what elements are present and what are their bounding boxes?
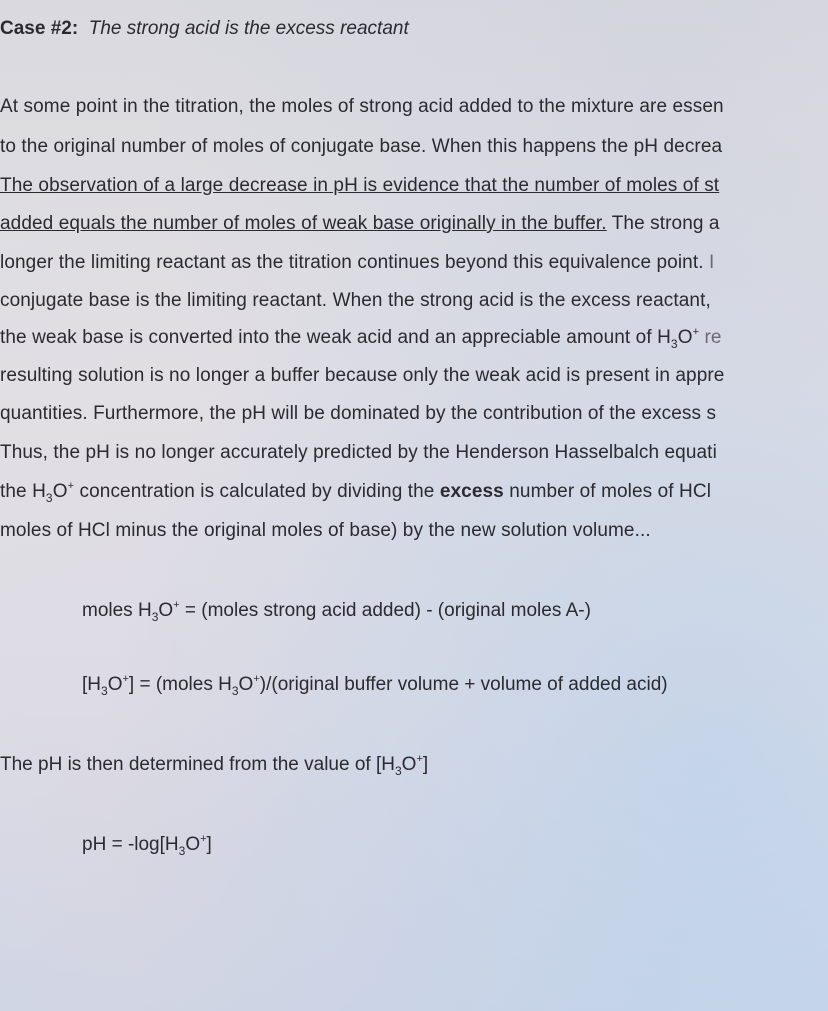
paragraph-line-12: moles of HCl minus the original moles of base) by the new solution volume... — [0, 520, 651, 541]
line-7-tail: re — [699, 327, 722, 348]
superscript-plus: + — [200, 832, 207, 845]
eq2-middle: ] = (moles H — [128, 674, 232, 695]
superscript-plus: + — [122, 672, 129, 685]
oxygen: O — [185, 834, 201, 855]
subscript-3: 3 — [178, 843, 186, 858]
oxygen: O — [401, 754, 417, 775]
subscript-3: 3 — [394, 763, 402, 778]
eq3-start: The pH is then determined from the value of [H — [0, 754, 395, 775]
paragraph-line-8: resulting solution is no longer a buffer because only the weak acid is present in appre — [0, 365, 725, 386]
case-label: Case #2: — [0, 18, 79, 39]
paragraph-line-10: Thus, the pH is no longer accurately predicted by the Henderson Hasselbalch equati — [0, 442, 717, 463]
line-4-tail: The strong a — [606, 213, 720, 234]
ph-determination-sentence — [0, 754, 428, 776]
subscript-3: 3 — [151, 609, 159, 624]
paragraph-line-4 — [0, 213, 720, 235]
equation-moles-h3o — [82, 600, 591, 622]
eq1-start: moles H — [82, 600, 152, 621]
section-heading — [0, 18, 409, 40]
line-11-middle: concentration is calculated by dividing the — [74, 481, 440, 502]
paragraph-line-3: The observation of a large decrease in pH is evidence that the number of moles of st — [0, 175, 720, 196]
paragraph-line-1: At some point in the titration, the moles of strong acid added to the mixture are essen — [0, 96, 724, 117]
oxygen: O — [677, 327, 693, 348]
eq3-end: ] — [422, 754, 429, 775]
subscript-3: 3 — [670, 336, 678, 351]
line-5-tail: I — [703, 252, 715, 273]
eq1-rest: = (moles strong acid added) - (original moles A-) — [179, 600, 591, 621]
superscript-plus: + — [253, 672, 260, 685]
paragraph-line-9: quantities. Furthermore, the pH will be dominated by the contribution of the excess s — [0, 403, 717, 424]
eq4-start: pH = -log[H — [82, 834, 179, 855]
eq2-start: [H — [82, 674, 101, 695]
excess-bold: excess — [439, 481, 504, 502]
superscript-plus: + — [416, 752, 423, 765]
oxygen: O — [238, 674, 254, 695]
line-7-text: the weak base is converted into the weak acid and an appreciable amount of H — [0, 327, 671, 348]
subscript-3: 3 — [101, 683, 108, 698]
oxygen: O — [52, 481, 68, 502]
eq2-rest: )/(original buffer volume + volume of added acid) — [259, 674, 668, 695]
paragraph-line-7 — [0, 327, 722, 349]
subscript-3: 3 — [231, 683, 239, 698]
line-11-end: number of moles of HCl — [503, 481, 712, 502]
line-11-start: the H — [0, 481, 46, 502]
subscript-3: 3 — [45, 490, 53, 505]
paragraph-line-11 — [0, 481, 711, 503]
superscript-plus: + — [67, 479, 75, 492]
oxygen: O — [107, 674, 123, 695]
oxygen: O — [158, 600, 174, 621]
superscript-plus: + — [692, 325, 700, 338]
line-5-text: longer the limiting reactant as the titration continues beyond this equivalence point. — [0, 252, 704, 273]
paragraph-line-5 — [0, 252, 714, 274]
superscript-plus: + — [173, 598, 180, 611]
paragraph-line-2: to the original number of moles of conjugate base. When this happens the pH decrea — [0, 136, 723, 157]
paragraph-line-6: conjugate base is the limiting reactant. When the strong acid is the excess reactant, — [0, 290, 711, 311]
underlined-sentence-end: added equals the number of moles of weak base originally in the buffer. — [0, 213, 607, 234]
case-title: The strong acid is the excess reactant — [88, 18, 409, 39]
equation-ph — [82, 834, 212, 856]
equation-h3o-concentration — [82, 674, 668, 696]
eq4-end: ] — [206, 834, 212, 855]
